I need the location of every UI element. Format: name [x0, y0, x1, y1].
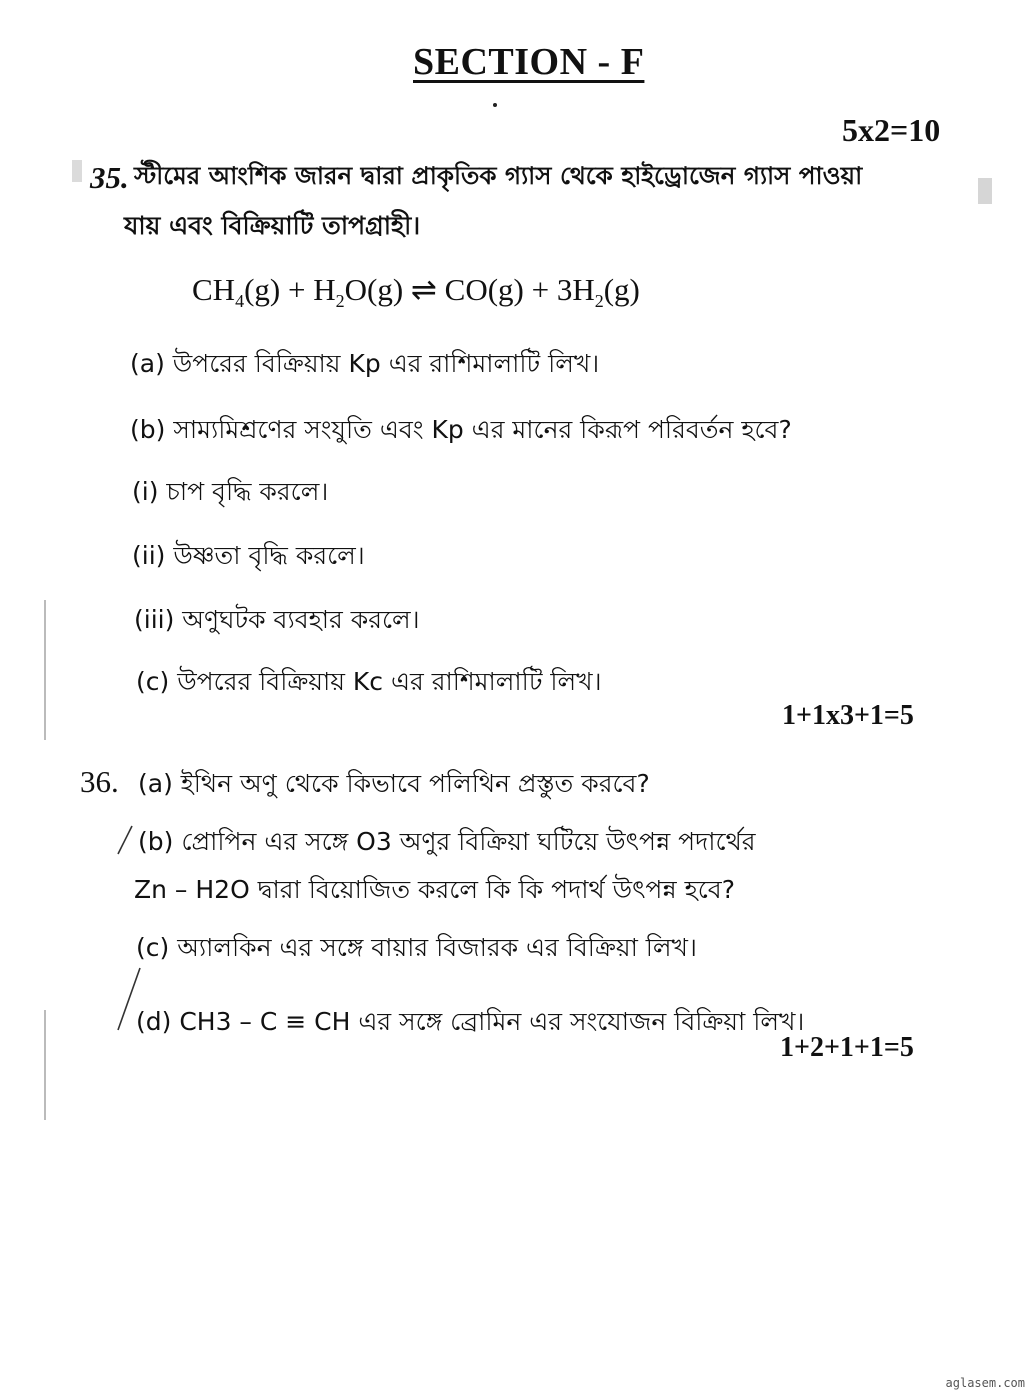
equation-co: CO(g) [444, 272, 524, 307]
equilibrium-arrow-icon: ⇌ [410, 272, 437, 308]
watermark: aglasem.com [945, 1376, 1025, 1390]
q36-part-b-line2: Zn – H2O দ্বারা বিয়োজিত করলে কি কি পদার্থ উৎপন্ন হবে? [134, 875, 735, 904]
margin-line [44, 1010, 46, 1120]
q35-marks: 1+1x3+1=5 [782, 700, 914, 731]
q35-part-b-i: (i) চাপ বৃদ্ধি করলে। [132, 477, 329, 506]
q35-part-a: (a) উপরের বিক্রিয়ায় Kp এর রাশিমালাটি লিখ। [130, 349, 600, 378]
scan-speck [72, 160, 82, 182]
q35-number: 35. [90, 160, 129, 195]
equation-ch4: $CH_4(g)$ [192, 272, 281, 312]
q36-part-a: (a) ইথিন অণু থেকে কিভাবে পলিথিন প্রস্তুত করবে? [138, 769, 650, 798]
q35-part-b: (b) সাম্যমিশ্রণের সংযুতি এবং Kp এর মানের কিরূপ পরিবর্তন হবে? [130, 415, 792, 444]
section-title: SECTION - F [413, 41, 645, 83]
pen-mark [110, 820, 150, 1050]
scan-speck [978, 178, 992, 204]
q35-part-b-ii: (ii) উষ্ণতা বৃদ্ধি করলে। [132, 541, 365, 570]
equation-h2o: $H_2O(g)$ [313, 272, 404, 312]
ink-dot [493, 103, 497, 107]
equation-3h2: $3H_2(g)$ [556, 272, 640, 312]
margin-line [44, 600, 46, 740]
q35-intro-line2: যায় এবং বিক্রিয়াটি তাপগ্রাহী। [124, 211, 421, 240]
q36-marks: 1+2+1+1=5 [780, 1032, 914, 1063]
q35-part-b-iii: (iii) অণুঘটক ব্যবহার করলে। [134, 605, 420, 634]
q36-part-c: (c) অ্যালকিন এর সঙ্গে বায়ার বিজারক এর বিক্রিয়া লিখ। [136, 933, 697, 962]
q36-part-b-line1: (b) প্রোপিন এর সঙ্গে O3 অণুর বিক্রিয়া ঘটিয়ে উৎপন্ন পদার্থের [138, 827, 756, 856]
q35-intro-line1: স্টীমের আংশিক জারন দ্বারা প্রাকৃতিক গ্যাস থেকে হাইড্রোজেন গ্যাস পাওয়া [134, 161, 863, 190]
q36-number: 36. [80, 764, 119, 799]
q36-part-d: (d) CH3 – C ≡ CH এর সঙ্গে ব্রোমিন এর সংযোজন বিক্রিয়া লিখ। [136, 1007, 805, 1036]
section-marks: 5x2=10 [842, 112, 941, 148]
q35-part-c: (c) উপরের বিক্রিয়ায় Kc এর রাশিমালাটি লিখ। [136, 667, 602, 696]
q35-equation: $CH_4(g) + H_2O(g)$ ⇌ $CO(g) + 3H_2(g)$ [192, 272, 640, 312]
